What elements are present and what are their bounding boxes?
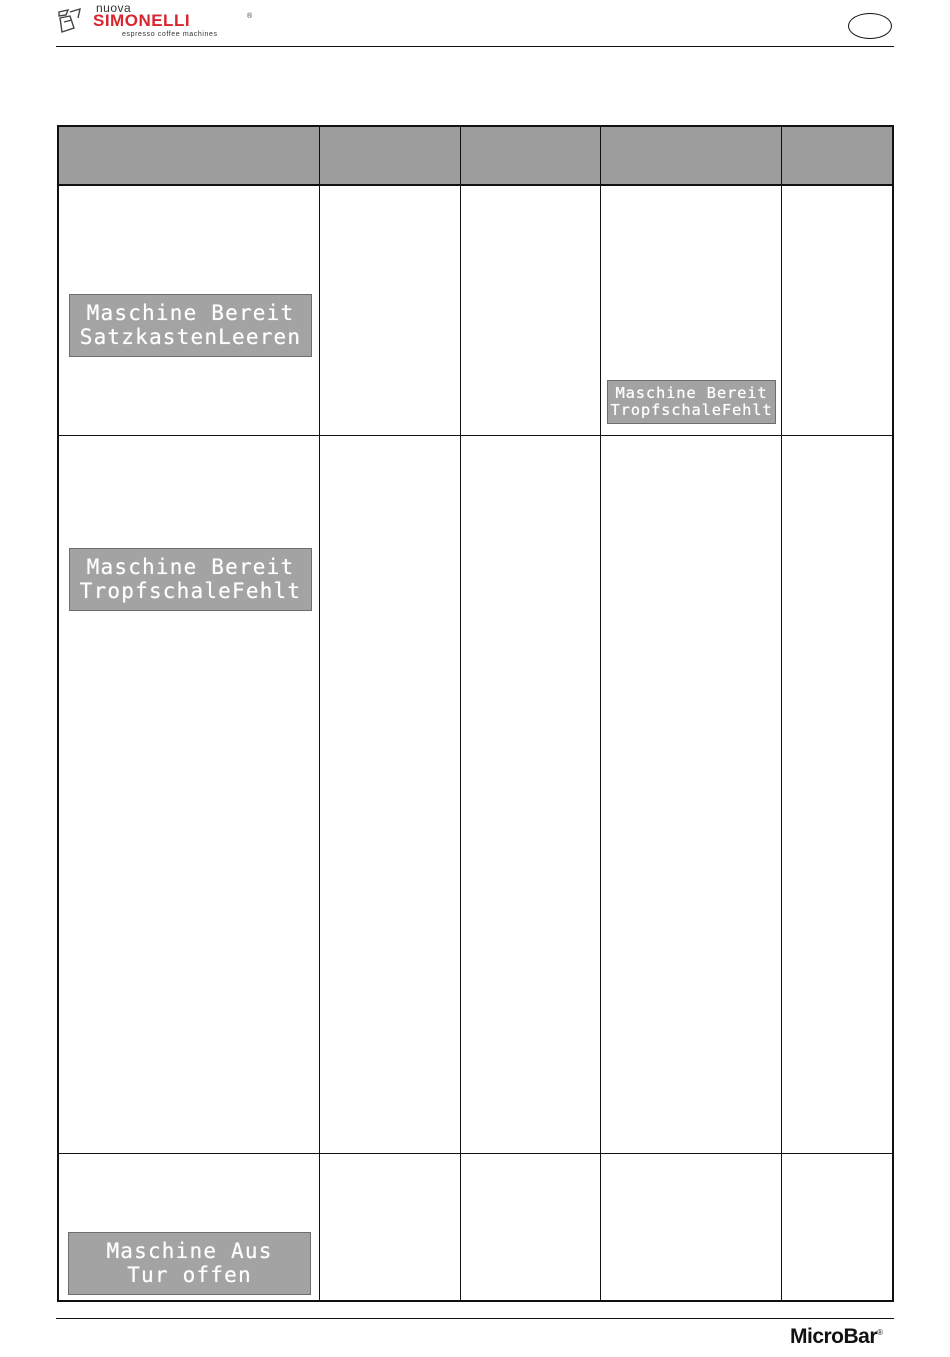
lcd-display-tropfschale-fehlt-small [607,380,776,424]
lcd-line-1: Maschine Bereit [615,383,768,402]
column-divider [319,127,320,1300]
table-header-cell [461,127,601,184]
lcd-display-tropfschale-fehlt [69,548,312,611]
column-divider [460,127,461,1300]
footer-divider [56,1318,894,1319]
lcd-line-2: Tur offen [127,1262,252,1287]
logo-nuova-text: nuova [96,1,132,15]
lcd-line-2: TropfschaleFehlt [79,578,302,603]
table-header-cell [59,127,320,184]
lcd-display-satzkasten-leeren [69,294,312,357]
lcd-line-2: SatzkastenLeeren [79,324,302,349]
logo-brand-text: SIMONELLI [93,11,191,30]
footer-brand-registered: ® [877,1328,883,1337]
footer-brand-logo [790,1325,882,1349]
simonelli-logo-mark-icon [56,6,88,38]
lcd-line-1: Maschine Bereit [86,300,295,325]
column-divider [600,127,601,1300]
logo-registered-mark: ® [247,13,253,20]
column-divider [781,127,782,1300]
lcd-line-1: Maschine Bereit [86,554,295,579]
row-divider [59,1153,892,1154]
table-header-cell [782,127,892,184]
table-header-cell [601,127,782,184]
lcd-display-tur-offen [68,1232,311,1295]
lcd-line-1: Maschine Aus [106,1238,273,1263]
language-badge [848,13,892,39]
table-header-cell [320,127,461,184]
logo-tagline: espresso coffee machines [122,31,218,38]
row-divider [59,435,892,436]
lcd-line-2: TropfschaleFehlt [610,401,773,419]
header-divider [56,46,894,47]
alarm-table [57,125,894,1302]
footer-brand-text: MicroBar [790,1325,878,1348]
page-header [0,0,950,50]
